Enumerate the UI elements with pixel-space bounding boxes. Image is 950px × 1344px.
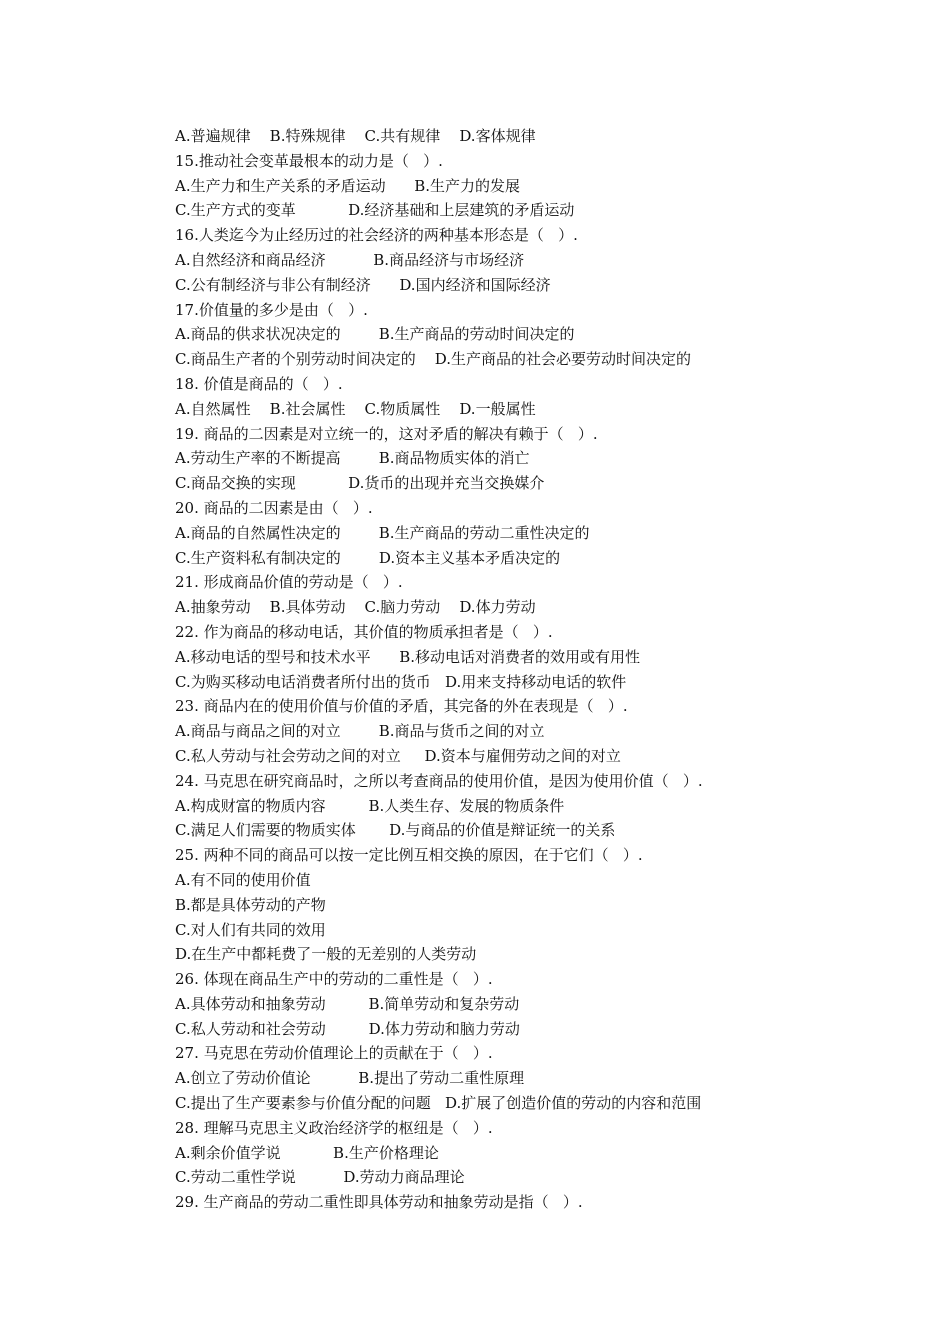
text-line: C.商品生产者的个别劳动时间决定的 D.生产商品的社会必要劳动时间决定的 bbox=[175, 350, 692, 369]
text-line: A.商品与商品之间的对立 B.商品与货币之间的对立 bbox=[175, 722, 545, 741]
text-line: 23. 商品内在的使用价值与价值的矛盾，其完备的外在表现是（ ）. bbox=[175, 697, 628, 716]
text-line: C.生产方式的变革 D.经济基础和上层建筑的矛盾运动 bbox=[175, 201, 575, 220]
text-line: A.创立了劳动价值论 B.提出了劳动二重性原理 bbox=[175, 1069, 525, 1088]
text-line: C.商品交换的实现 D.货币的出现并充当交换媒介 bbox=[175, 474, 545, 493]
document-body bbox=[175, 124, 875, 1215]
text-line: A.生产力和生产关系的矛盾运动 B.生产力的发展 bbox=[175, 176, 521, 195]
text-line: B.都是具体劳动的产物 bbox=[175, 895, 326, 914]
text-line: 17.价值量的多少是由（ ）. bbox=[175, 300, 368, 319]
text-line: 20. 商品的二因素是由（ ）. bbox=[175, 498, 373, 517]
text-line: C.公有制经济与非公有制经济 D.国内经济和国际经济 bbox=[175, 275, 551, 294]
text-line: 15.推动社会变革最根本的动力是（ ）. bbox=[175, 151, 443, 170]
text-line: A.剩余价值学说 B.生产价格理论 bbox=[175, 1143, 439, 1162]
text-line: 29. 生产商品的劳动二重性即具体劳动和抽象劳动是指（ ）. bbox=[175, 1193, 583, 1212]
text-line: C.为购买移动电话消费者所付出的货币 D.用来支持移动电话的软件 bbox=[175, 672, 627, 691]
text-line: 26. 体现在商品生产中的劳动的二重性是（ ）. bbox=[175, 970, 493, 989]
text-line: 28. 理解马克思主义政治经济学的枢纽是（ ）. bbox=[175, 1118, 493, 1137]
text-line: D.在生产中都耗费了一般的无差别的人类劳动 bbox=[175, 945, 477, 964]
text-line: 24. 马克思在研究商品时，之所以考查商品的使用价值，是因为使用价值（ ）. bbox=[175, 771, 703, 790]
text-line: A.抽象劳动 B.具体劳动 C.脑力劳动 D.体力劳动 bbox=[175, 598, 536, 617]
text-line: C.提出了生产要素参与价值分配的问题 D.扩展了创造价值的劳动的内容和范围 bbox=[175, 1094, 702, 1113]
text-line: C.劳动二重性学说 D.劳动力商品理论 bbox=[175, 1168, 465, 1187]
text-line: A.普遍规律 B.特殊规律 C.共有规律 D.客体规律 bbox=[175, 127, 536, 145]
text-line: C.满足人们需要的物质实体 D.与商品的价值是辩证统一的关系 bbox=[175, 821, 616, 840]
text-line: 22. 作为商品的移动电话，其价值的物质承担者是（ ）. bbox=[175, 622, 553, 641]
text-line: A.具体劳动和抽象劳动 B.简单劳动和复杂劳动 bbox=[175, 994, 520, 1013]
text-line: A.劳动生产率的不断提高 B.商品物质实体的消亡 bbox=[175, 449, 530, 468]
text-line: C.生产资料私有制决定的 D.资本主义基本矛盾决定的 bbox=[175, 548, 561, 567]
text-line: A.商品的自然属性决定的 B.生产商品的劳动二重性决定的 bbox=[175, 523, 590, 542]
text-line: 19. 商品的二因素是对立统一的，这对矛盾的解决有赖于（ ）. bbox=[175, 424, 598, 443]
text-line: 27. 马克思在劳动价值理论上的贡献在于（ ）. bbox=[175, 1044, 493, 1063]
text-line: C.私人劳动和社会劳动 D.体力劳动和脑力劳动 bbox=[175, 1019, 520, 1038]
text-line: 16.人类迄今为止经历过的社会经济的两种基本形态是（ ）. bbox=[175, 226, 578, 245]
text-line: 18. 价值是商品的（ ）. bbox=[175, 374, 343, 393]
text-line: 21. 形成商品价值的劳动是（ ）. bbox=[175, 573, 403, 592]
text-line: A.自然属性 B.社会属性 C.物质属性 D.一般属性 bbox=[175, 399, 536, 418]
text-line: A.构成财富的物质内容 B.人类生存、发展的物质条件 bbox=[175, 796, 565, 815]
text-line: A.自然经济和商品经济 B.商品经济与市场经济 bbox=[175, 250, 525, 269]
text-line: C.对人们有共同的效用 bbox=[175, 920, 326, 939]
text-line: A.移动电话的型号和技术水平 B.移动电话对消费者的效用或有用性 bbox=[175, 647, 641, 666]
text-line: A.有不同的使用价值 bbox=[175, 870, 311, 889]
text-line: 25. 两种不同的商品可以按一定比例互相交换的原因，在于它们（ ）. bbox=[175, 846, 643, 865]
text-line: C.私人劳动与社会劳动之间的对立 D.资本与雇佣劳动之间的对立 bbox=[175, 746, 621, 765]
text-line: A.商品的供求状况决定的 B.生产商品的劳动时间决定的 bbox=[175, 325, 575, 344]
